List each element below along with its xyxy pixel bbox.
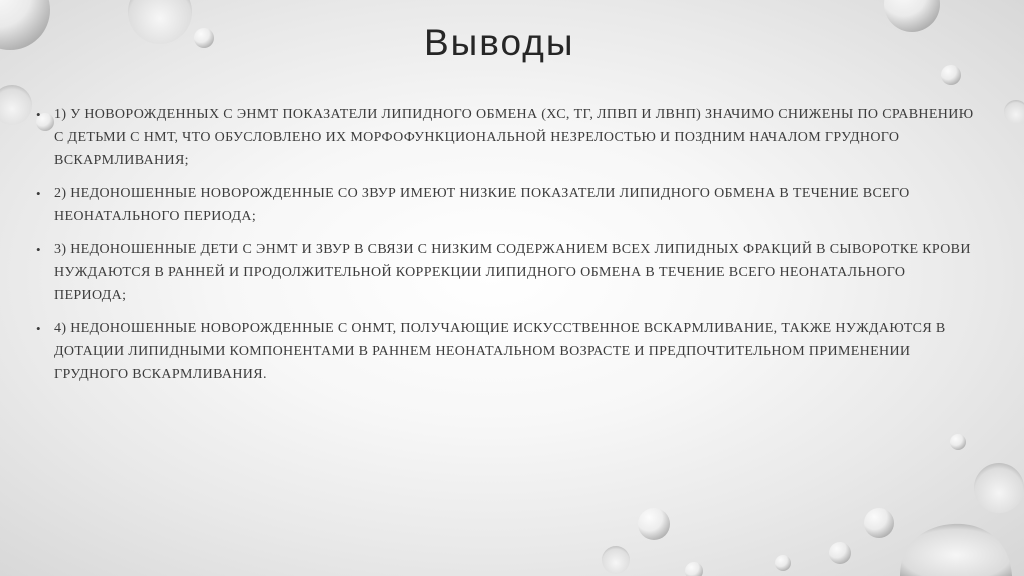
water-drop bbox=[974, 463, 1024, 513]
water-drop bbox=[775, 555, 791, 571]
water-drop bbox=[1004, 100, 1024, 124]
bullet-icon: • bbox=[36, 242, 41, 257]
bullet-icon: • bbox=[36, 107, 41, 122]
water-drop bbox=[884, 0, 940, 32]
bullet-icon: • bbox=[36, 321, 41, 336]
list-item-text: 3) НЕДОНОШЕННЫЕ ДЕТИ С ЭНМТ И ЗВУР В СВЯЗИ С НИЗКИМ СОДЕРЖАНИЕМ ВСЕХ ЛИПИДНЫХ ФРАКЦИЙ В СЫВОРОТКЕ КРОВИ НУЖДАЮТСЯ В РАННЕЙ И ПРОДОЛЖИТЕЛЬНОЙ КОРРЕКЦИИ ЛИПИДНОГО ОБМЕНА В ТЕЧЕНИЕ ВСЕГО НЕОНАТАЛЬНОГО ПЕРИОДА; bbox=[54, 242, 971, 303]
water-drop bbox=[950, 434, 966, 450]
water-drop bbox=[602, 546, 630, 574]
water-drop bbox=[941, 65, 961, 85]
water-drop bbox=[829, 542, 851, 564]
list-item bbox=[36, 103, 976, 172]
conclusions-list bbox=[36, 103, 976, 396]
list-item bbox=[36, 238, 976, 307]
bullet-icon: • bbox=[36, 186, 41, 201]
water-drop bbox=[0, 0, 50, 50]
water-drop bbox=[0, 85, 32, 125]
list-item bbox=[36, 182, 976, 228]
water-drop bbox=[900, 524, 1012, 576]
list-item bbox=[36, 317, 976, 386]
water-drop bbox=[194, 28, 214, 48]
water-drop bbox=[638, 508, 670, 540]
list-item-text: 4) НЕДОНОШЕННЫЕ НОВОРОЖДЕННЫЕ С ОНМТ, ПОЛУЧАЮЩИЕ ИСКУССТВЕННОЕ ВСКАРМЛИВАНИЕ, ТАКЖЕ НУЖДАЮТСЯ В ДОТАЦИИ ЛИПИДНЫМИ КОМПОНЕНТАМИ В РАННЕМ НЕОНАТАЛЬНОМ ВОЗРАСТЕ И ПРЕДПОЧТИТЕЛЬНОМ ПРИМЕНЕНИИ ГРУДНОГО ВСКАРМЛИВАНИЯ. bbox=[54, 321, 946, 382]
water-drop bbox=[864, 508, 894, 538]
list-item-text: 1) У НОВОРОЖДЕННЫХ С ЭНМТ ПОКАЗАТЕЛИ ЛИПИДНОГО ОБМЕНА (ХС, ТГ, ЛПВП И ЛВНП) ЗНАЧИМО СНИЖЕНЫ ПО СРАВНЕНИЮ С ДЕТЬМИ С НМТ, ЧТО ОБУСЛОВЛЕНО ИХ МОРФОФУНКЦИОНАЛЬНОЙ НЕЗРЕЛОСТЬЮ И ПОЗДНИМ НАЧАЛОМ ГРУДНОГО ВСКАРМЛИВАНИЯ; bbox=[54, 107, 974, 168]
list-item-text: 2) НЕДОНОШЕННЫЕ НОВОРОЖДЕННЫЕ СО ЗВУР ИМЕЮТ НИЗКИЕ ПОКАЗАТЕЛИ ЛИПИДНОГО ОБМЕНА В ТЕЧЕНИЕ ВСЕГО НЕОНАТАЛЬНОГО ПЕРИОДА; bbox=[54, 186, 910, 224]
slide-title: Выводы bbox=[424, 22, 575, 63]
water-drop bbox=[685, 562, 703, 576]
water-drop bbox=[128, 0, 192, 44]
